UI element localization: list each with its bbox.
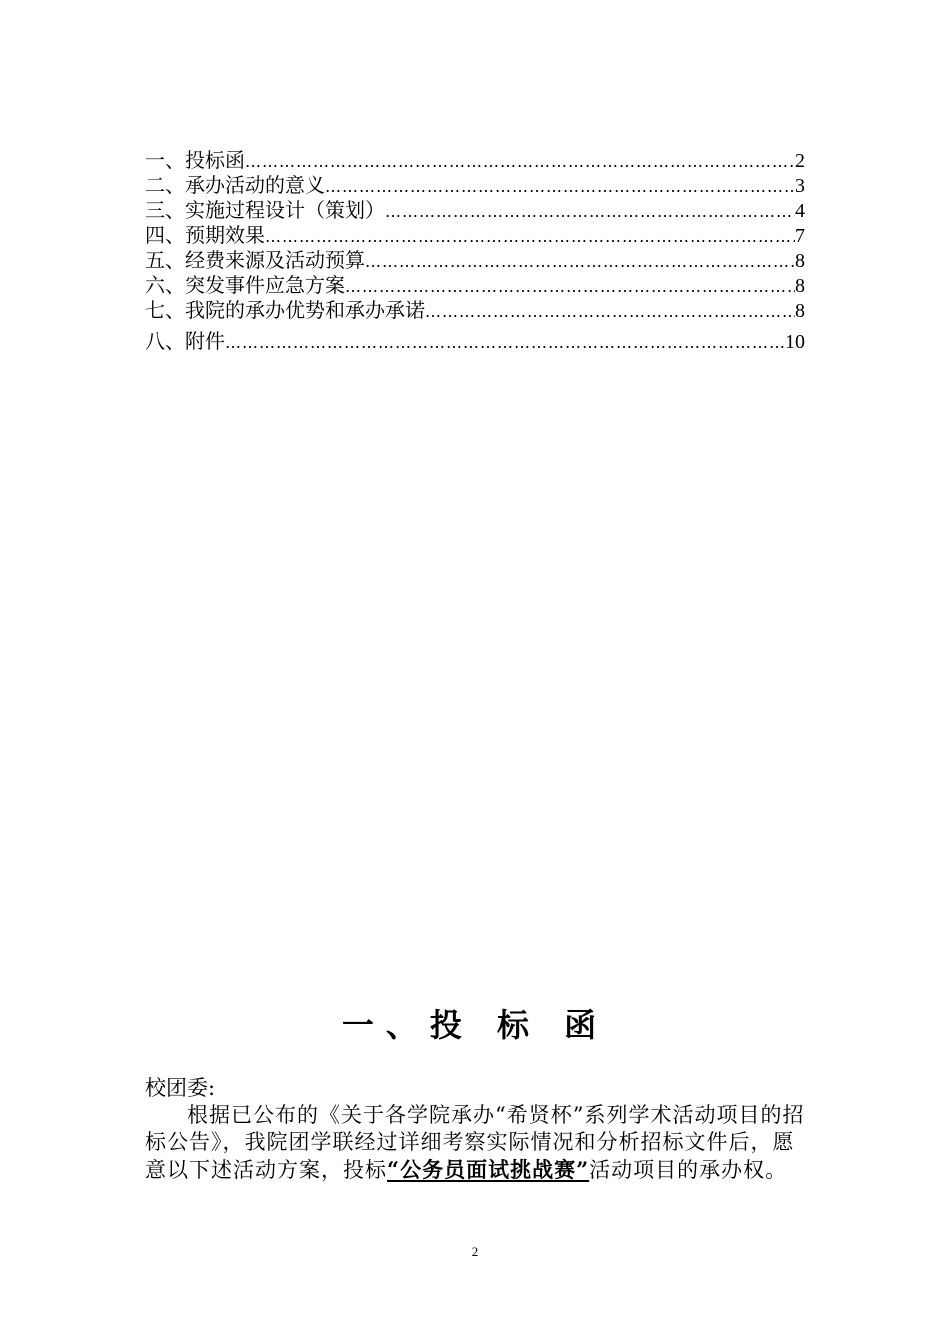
letter-body — [145, 1102, 815, 1184]
toc-entry-label: 七、我院的承办优势和承办承诺 — [145, 298, 425, 322]
toc-entry-label: 八、附件 — [145, 329, 225, 353]
toc-entry-page: 2 — [795, 150, 805, 172]
page-number: 2 — [471, 1244, 479, 1259]
toc-entry-label: 一、投标函 — [145, 148, 245, 172]
toc-leader-dots — [365, 249, 795, 274]
toc-entry-label: 三、实施过程设计（策划） — [145, 198, 385, 222]
toc-entry-label: 五、经费来源及活动预算 — [145, 248, 365, 272]
toc-entry[interactable] — [145, 223, 805, 248]
toc-entry[interactable] — [145, 248, 805, 273]
project-name-highlight: “公务员面试挑战赛” — [387, 1157, 590, 1182]
bid-letter — [145, 1075, 815, 1184]
toc-entry[interactable] — [145, 329, 805, 354]
section-heading: 一、投 标 函 — [341, 1006, 609, 1044]
toc-leader-dots — [225, 330, 785, 355]
toc-entry-page: 8 — [795, 300, 805, 322]
toc-leader-dots — [345, 274, 795, 299]
letter-salutation: 校团委: — [145, 1076, 216, 1100]
letter-body-text: 根据已公布的《关于各学院承办“希贤杯”系列学术活动项目的招标公告》，我院团学联经过详细考察实际情况和分析招标文件后，愿意以下述活动方案，投标 — [145, 1103, 805, 1182]
table-of-contents — [145, 148, 805, 354]
toc-entry-label: 四、预期效果 — [145, 223, 265, 247]
toc-entry-label: 六、突发事件应急方案 — [145, 273, 345, 297]
toc-entry-page: 8 — [795, 275, 805, 297]
toc-entry-page: 8 — [795, 250, 805, 272]
toc-entry[interactable] — [145, 148, 805, 173]
letter-body-ending: 活动项目的承办权。 — [589, 1158, 788, 1182]
toc-entry-page: 4 — [795, 200, 805, 222]
toc-entry[interactable] — [145, 173, 805, 198]
toc-entry[interactable] — [145, 273, 805, 298]
toc-entry[interactable] — [145, 198, 805, 223]
toc-entry-page: 10 — [785, 331, 805, 353]
toc-entry-label: 二、承办活动的意义 — [145, 173, 325, 197]
toc-leader-dots — [265, 224, 795, 249]
toc-entry-page: 3 — [795, 175, 805, 197]
toc-entry-page: 7 — [795, 225, 805, 247]
toc-leader-dots — [425, 299, 795, 324]
toc-leader-dots — [325, 174, 795, 199]
toc-entry[interactable] — [145, 298, 805, 323]
toc-leader-dots — [385, 199, 795, 224]
toc-leader-dots — [245, 149, 795, 174]
